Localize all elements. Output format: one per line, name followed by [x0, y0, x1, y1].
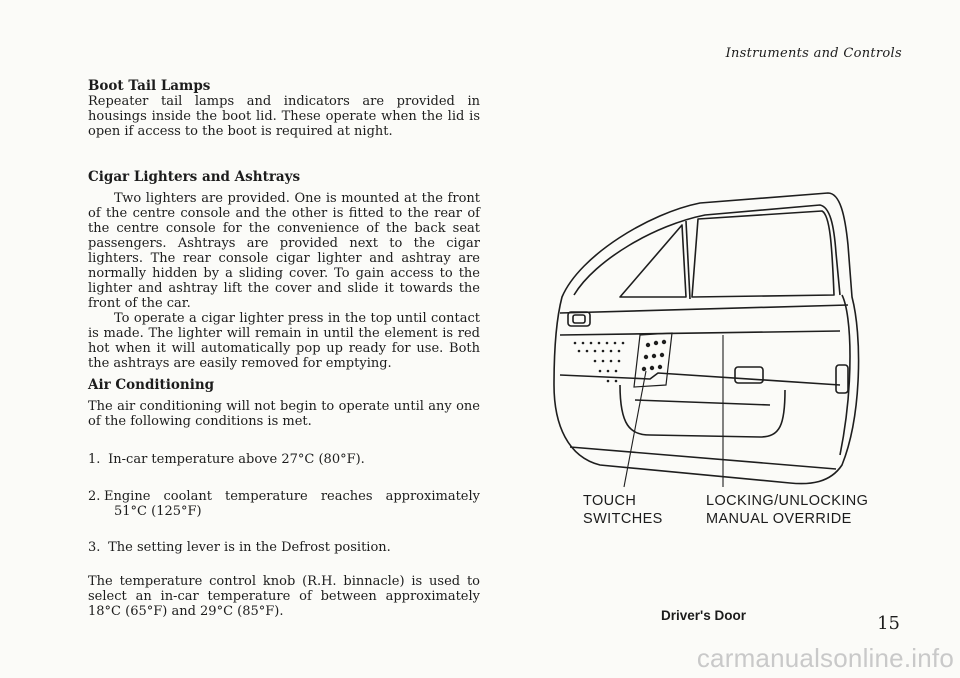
section-heading: Air Conditioning	[88, 377, 215, 393]
door-handle	[735, 367, 763, 383]
watermark: carmanualsonline.info	[696, 643, 954, 673]
label-line: TOUCH	[583, 493, 637, 509]
label-line: SWITCHES	[583, 511, 663, 527]
label-line: LOCKING/UNLOCKING	[706, 493, 869, 509]
condition-text: The setting lever is in the Defrost position.	[108, 540, 391, 555]
touch-switches-label	[583, 492, 663, 528]
section-body: To operate a cigar lighter press in the top until contact is made. The lighter will remain in until the element is red hot when it will automatically pop up ready for use. Both the ashtrays are easily removed for emptying.	[88, 311, 480, 371]
condition-text: Engine coolant temperature reaches approximately	[104, 489, 480, 504]
boot-tail-lamps-section	[88, 79, 480, 139]
section-heading: Boot Tail Lamps	[88, 78, 211, 94]
section-body: Repeater tail lamps and indicators are provided in housings inside the boot lid. These operate when the lid is open if access to the boot is required at night.	[88, 94, 480, 139]
section-body: Two lighters are provided. One is mounted at the front of the centre console and the other is fitted to the rear of the centre console for the convenience of the back seat passengers. Ashtrays are provided next to the cigar lighters. The rear console cigar lighter and ashtray are normally hidden by a sliding cover. To gain access to the lighter and ashtray lift the cover and slide it towards the front of the car.	[88, 191, 480, 311]
page-header: Instruments and Controls	[725, 46, 902, 61]
override-label	[706, 492, 868, 528]
window-switch	[568, 312, 590, 326]
door-outline	[554, 193, 859, 484]
section-body: The air conditioning will not begin to operate until any one of the following conditions is met.	[88, 399, 480, 429]
section-heading: Cigar Lighters and Ashtrays	[88, 169, 301, 185]
door-pocket	[620, 385, 785, 437]
condition-1	[88, 452, 480, 467]
cigar-lighters-section	[88, 170, 480, 371]
list-number: 1.	[88, 452, 101, 467]
drivers-door-illustration	[540, 185, 880, 495]
temperature-control-paragraph	[88, 574, 480, 619]
figure-caption: Driver's Door	[661, 608, 746, 623]
label-line: MANUAL OVERRIDE	[706, 511, 852, 527]
condition-text: 51°C (125°F)	[114, 504, 202, 519]
air-conditioning-section	[88, 378, 480, 429]
section-body: The temperature control knob (R.H. binnacle) is used to select an in-car temperature of between approximately 18°C (65°F) and 29°C (85°F).	[88, 574, 480, 619]
page-number: 15	[877, 613, 900, 634]
condition-3	[88, 540, 480, 555]
condition-text: In-car temperature above 27°C (80°F).	[108, 452, 365, 467]
window-glass	[620, 225, 686, 297]
list-number: 3.	[88, 540, 101, 555]
condition-2	[88, 489, 480, 519]
list-number: 2.	[88, 489, 101, 504]
